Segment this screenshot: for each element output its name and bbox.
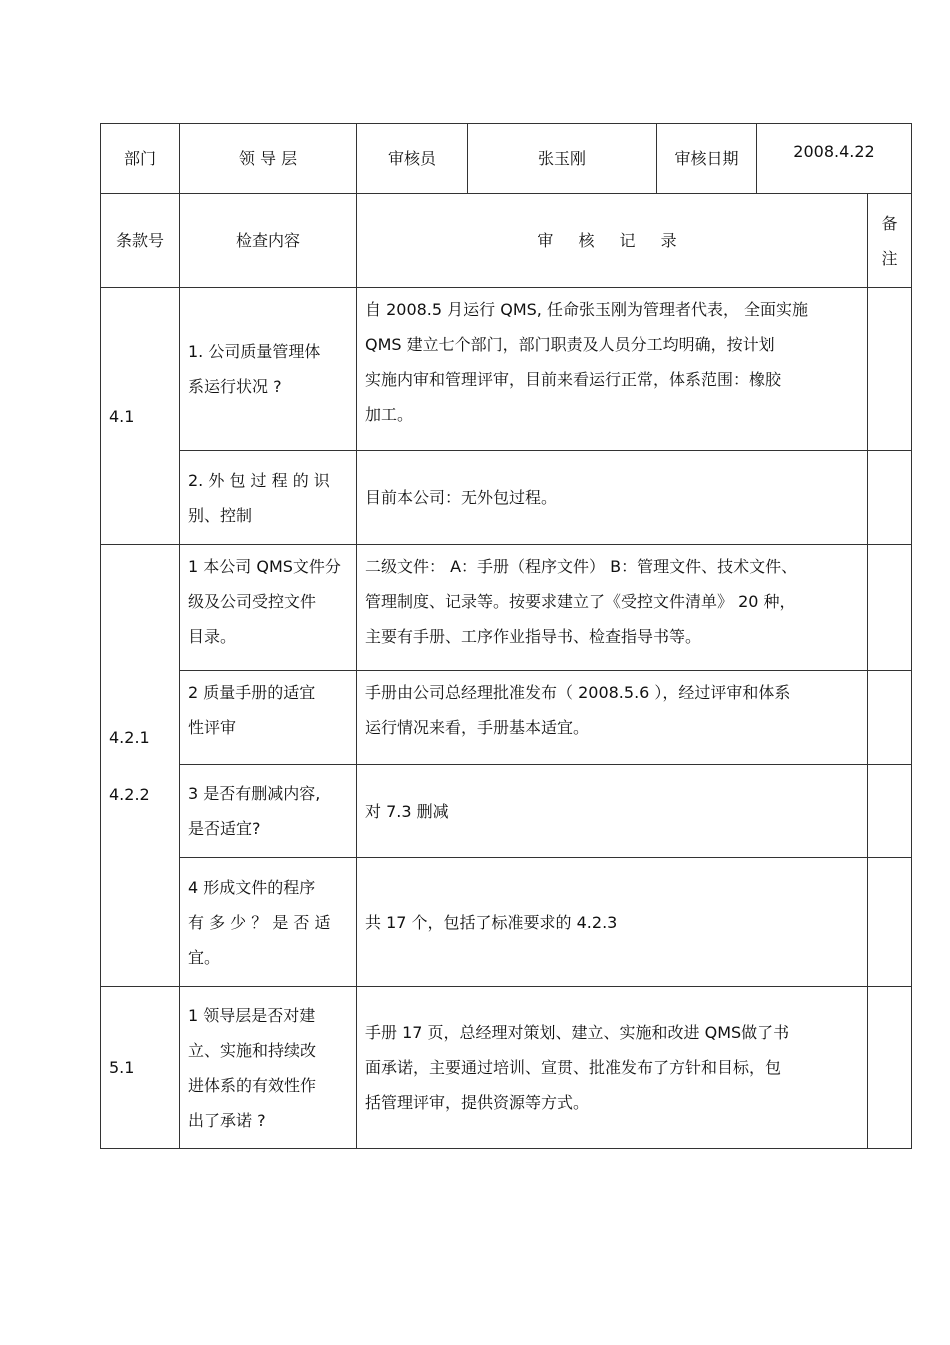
content-cell	[180, 858, 357, 987]
table-row	[101, 765, 912, 858]
record-line: 二级文件： A：手册（程序文件） B：管理文件、技术文件、	[365, 557, 798, 576]
auditor-value: 张玉刚	[468, 124, 657, 194]
record-cell	[357, 987, 868, 1149]
content-line: 进体系的有效性作	[188, 1075, 317, 1095]
content-line: 1. 公司质量管理体	[188, 342, 321, 361]
auditor-label: 审核员	[357, 124, 468, 194]
record-line: 对 7.3 删减	[365, 801, 449, 821]
remark-cell	[868, 288, 912, 451]
content-line: 系运行状况 ?	[188, 377, 282, 396]
record-line: 共 17 个，包括了标准要求的 4.2.3	[365, 912, 618, 932]
record-line: 运行情况来看，手册基本适宜。	[365, 718, 590, 737]
record-column-header: 审 核 记 录	[357, 194, 868, 288]
clause-cell: 5.1	[101, 987, 180, 1149]
dept-label: 部门	[101, 124, 180, 194]
content-line: 是否适宜?	[188, 819, 261, 838]
content-line: 2. 外 包 过 程 的 识	[188, 470, 330, 490]
record-cell	[357, 765, 868, 858]
dept-value: 领 导 层	[180, 124, 357, 194]
date-label: 审核日期	[657, 124, 757, 194]
content-line: 4 形成文件的程序	[188, 877, 316, 897]
remark-cell	[868, 858, 912, 987]
record-cell	[357, 288, 868, 451]
content-cell	[180, 671, 357, 765]
remark-cell	[868, 765, 912, 858]
record-line: 实施内审和管理评审，目前来看运行正常，体系范围：橡胶	[365, 370, 782, 389]
record-line: 手册 17 页，总经理对策划、建立、实施和改进 QMS做了书	[365, 1023, 790, 1042]
column-header-row	[101, 194, 912, 288]
clause-cell	[101, 545, 180, 987]
content-line: 级及公司受控文件	[188, 592, 317, 611]
content-line: 别、控制	[188, 505, 253, 525]
record-line: 手册由公司总经理批准发布（ 2008.5.6 ），经过评审和体系	[365, 683, 791, 702]
table-row	[101, 545, 912, 671]
audit-record-table	[100, 123, 912, 1149]
table-row	[101, 987, 912, 1149]
content-cell	[180, 288, 357, 451]
header-row	[101, 124, 912, 194]
content-line: 目录。	[188, 627, 237, 646]
content-cell	[180, 987, 357, 1149]
remark-column-header	[868, 194, 912, 288]
content-line: 2 质量手册的适宜	[188, 683, 316, 702]
content-line: 出了承诺 ?	[188, 1110, 266, 1130]
date-value: 2008.4.22	[757, 124, 912, 194]
clause-line: 4.2.2	[109, 784, 150, 804]
remark-cell	[868, 545, 912, 671]
clause-line: 4.2.1	[109, 727, 150, 747]
table-row	[101, 288, 912, 451]
record-cell	[357, 545, 868, 671]
table-row	[101, 858, 912, 987]
content-cell	[180, 451, 357, 545]
remark-cell	[868, 671, 912, 765]
clause-spacer	[109, 755, 171, 777]
record-line: 目前本公司：无外包过程。	[365, 488, 558, 507]
content-line: 1 领导层是否对建	[188, 1005, 316, 1025]
record-line: 管理制度、记录等。按要求建立了《受控文件清单》 20 种，	[365, 592, 796, 611]
record-cell	[357, 451, 868, 545]
record-cell	[357, 858, 868, 987]
record-line: 括管理评审，提供资源等方式。	[365, 1093, 590, 1112]
content-line: 有 多 少 ？ 是 否 适	[188, 912, 331, 932]
content-line: 3 是否有删减内容,	[188, 784, 321, 803]
content-cell	[180, 545, 357, 671]
record-line: 主要有手册、工序作业指导书、检查指导书等。	[365, 627, 702, 646]
content-line: 性评审	[188, 718, 237, 737]
content-cell	[180, 765, 357, 858]
remark-cell	[868, 451, 912, 545]
content-line: 立、实施和持续改	[188, 1040, 317, 1060]
record-line: 加工。	[365, 405, 414, 424]
record-line: QMS 建立七个部门，部门职责及人员分工均明确，按计划	[365, 335, 775, 354]
remark-header-char-1: 备	[881, 213, 898, 233]
remark-cell	[868, 987, 912, 1149]
table-row	[101, 451, 912, 545]
remark-header-char-2: 注	[881, 248, 898, 268]
content-column-header: 检查内容	[180, 194, 357, 288]
record-cell	[357, 671, 868, 765]
content-line: 1 本公司 QMS文件分	[188, 557, 341, 576]
clause-column-header: 条款号	[101, 194, 180, 288]
table-row	[101, 671, 912, 765]
record-line: 面承诺，主要通过培训、宣贯、批准发布了方针和目标，包	[365, 1058, 782, 1077]
clause-cell: 4.1	[101, 288, 180, 545]
record-line: 自 2008.5 月运行 QMS, 任命张玉刚为管理者代表， 全面实施	[365, 300, 809, 319]
content-line: 宜。	[188, 947, 221, 967]
